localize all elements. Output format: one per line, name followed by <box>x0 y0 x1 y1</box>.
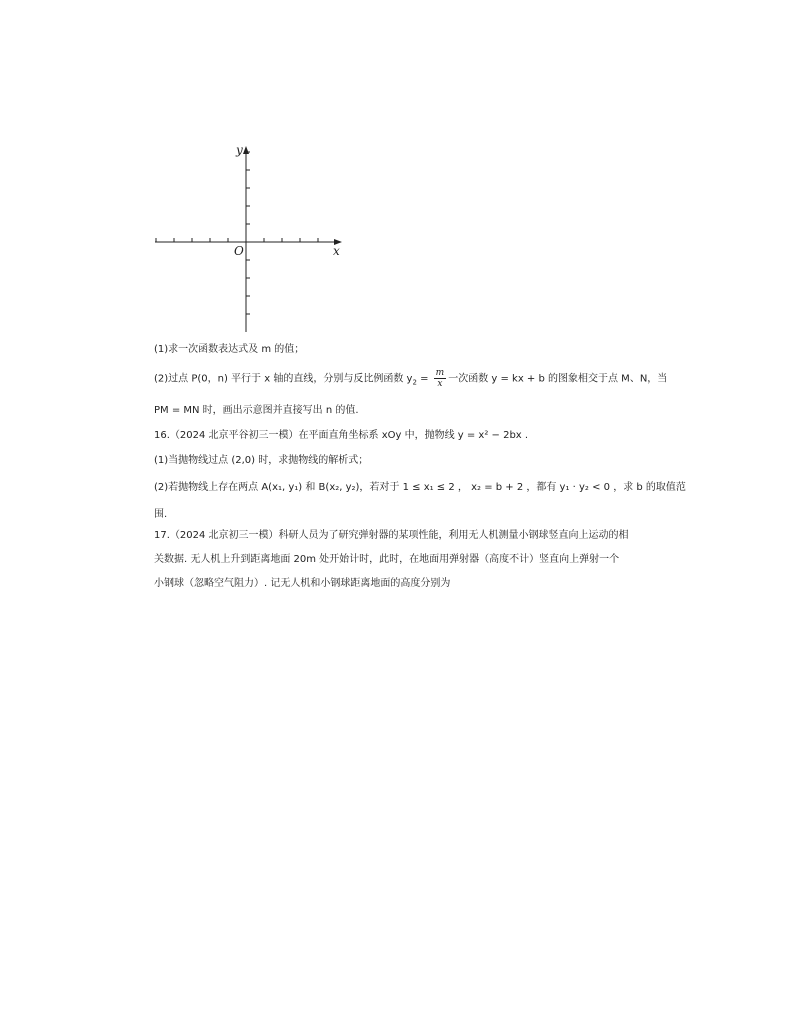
q16-stem: 16.（2024 北京平谷初三一模）在平面直角坐标系 xOy 中，抛物线 y = x² − 2bx . <box>154 430 529 441</box>
x-axis-label: x <box>333 244 340 258</box>
q15-part2-line1 <box>154 368 667 390</box>
y-axis-arrow <box>243 146 249 154</box>
origin-label: O <box>234 244 244 258</box>
coordinate-axes <box>150 140 350 336</box>
q17-line2: 关数据. 无人机上升到距离地面 20m 处开始计时，此时，在地面用弹射器（高度不计）竖直向上弹射一个 <box>154 554 620 565</box>
q17-line1: 17.（2024 北京初三一模）科研人员为了研究弹射器的某项性能，利用无人机测量小钢球竖直向上运动的相 <box>154 530 629 541</box>
q15-part2-sub: 2 <box>412 378 417 387</box>
q15-part2-text-a: (2)过点 P(0，n) 平行于 x 轴的直线，分别与反比例函数 y <box>154 373 413 385</box>
fraction-m-over-x <box>434 368 447 389</box>
fraction-numerator: m <box>435 368 445 378</box>
q15-part1: (1)求一次函数表达式及 m 的值； <box>154 344 305 355</box>
q16-part1: (1)当抛物线过点 (2,0) 时，求抛物线的解析式； <box>154 455 369 466</box>
axis-ticks <box>156 152 318 314</box>
q15-part2-eq: = <box>416 373 432 385</box>
q17-line3: 小钢球（忽略空气阻力）. 记无人机和小钢球距离地面的高度分别为 <box>154 578 451 589</box>
q15-part2-text-b: 一次函数 y = kx + b 的图象相交于点 M、N，当 <box>448 373 668 385</box>
q15-part2-line2: PM = MN 时，画出示意图并直接写出 n 的值. <box>154 405 359 416</box>
fraction-denominator: x <box>437 379 443 389</box>
q16-part2-line1: (2)若抛物线上存在两点 A(x₁, y₁) 和 B(x₂, y₂)，若对于 1 ≤ x₁ ≤ 2 ， x₂ = b + 2 ，都有 y₁ · y₂ < 0 ，求 b 的取值范 <box>154 482 686 493</box>
y-axis-label: y <box>236 143 243 157</box>
q16-part2-line2: 围. <box>154 509 168 520</box>
